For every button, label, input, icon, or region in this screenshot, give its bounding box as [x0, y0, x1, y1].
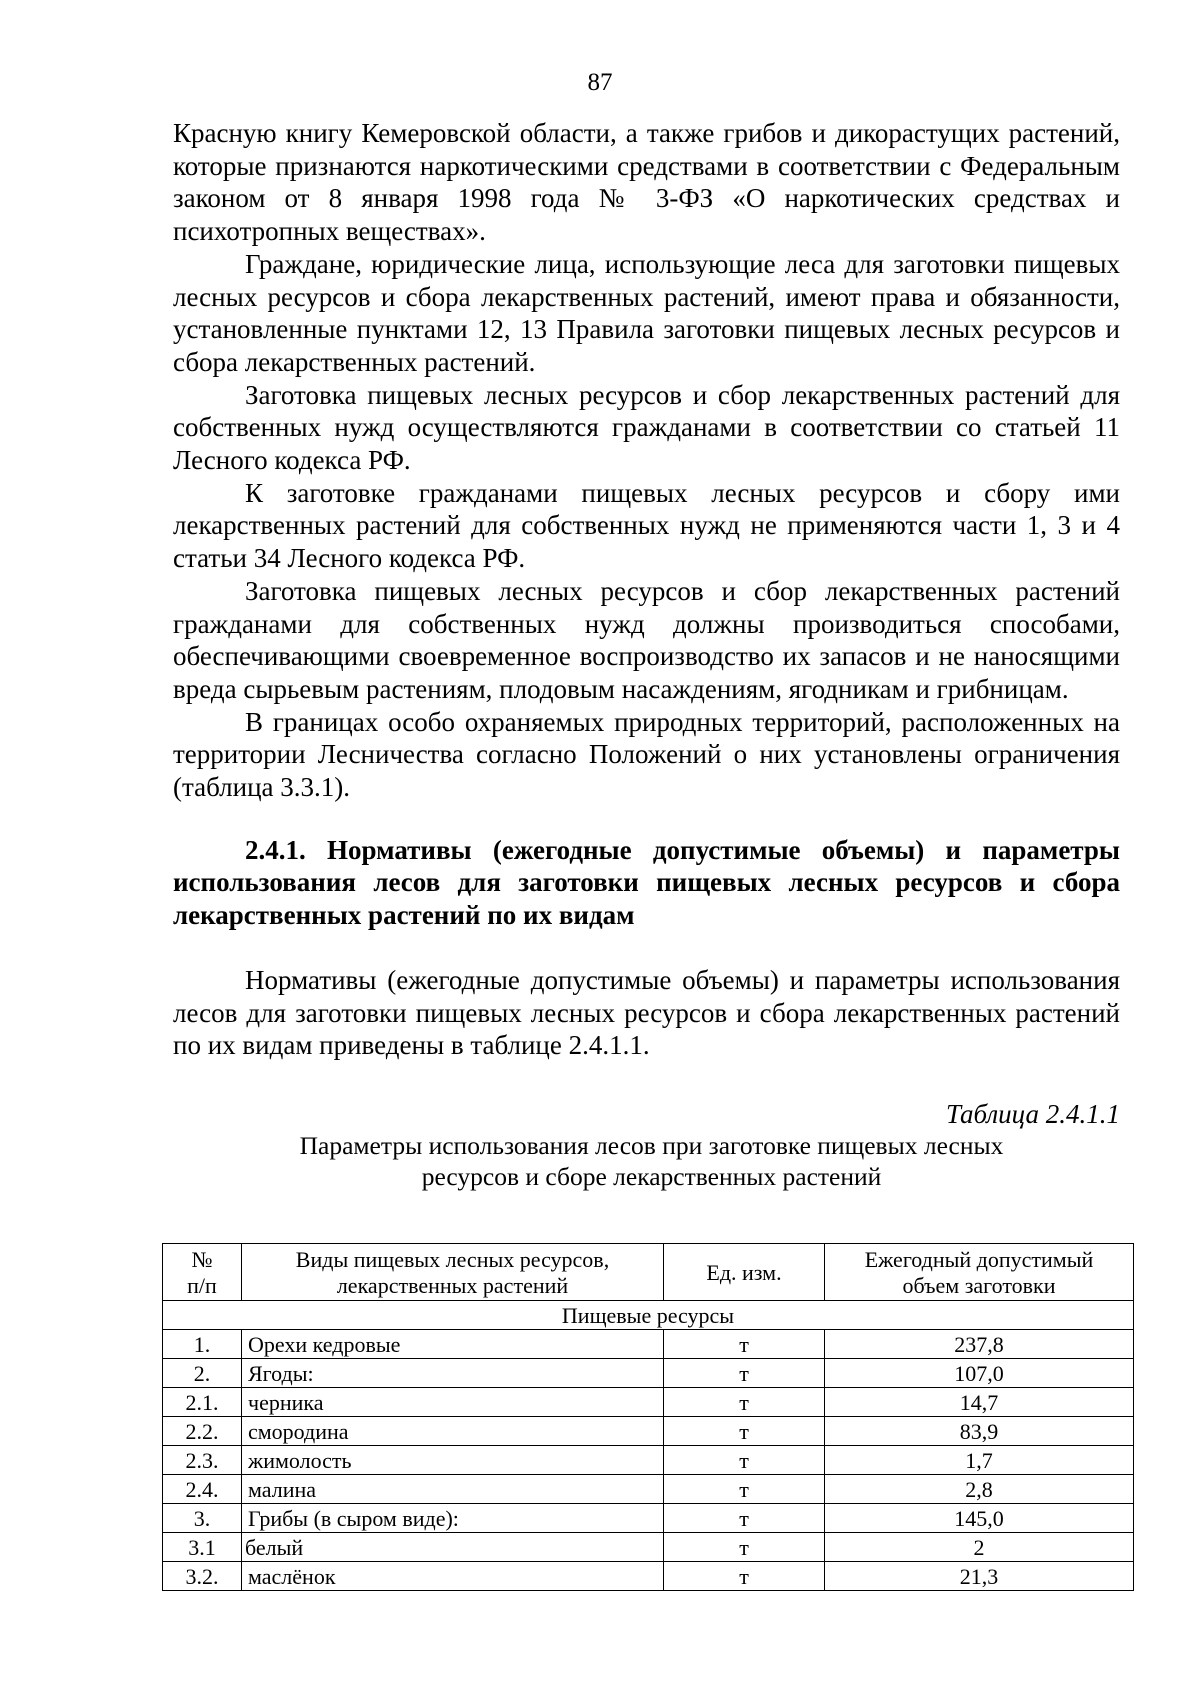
row-num: 2.4.: [163, 1475, 242, 1504]
row-value: 83,9: [825, 1417, 1134, 1446]
row-unit: т: [664, 1562, 825, 1591]
row-num: 2.: [163, 1359, 242, 1388]
row-value: 14,7: [825, 1388, 1134, 1417]
row-name: жимолость: [242, 1446, 664, 1475]
row-value: 237,8: [825, 1330, 1134, 1359]
group-label: Пищевые ресурсы: [163, 1301, 1134, 1330]
header-name-line-1: Виды пищевых лесных ресурсов,: [295, 1247, 610, 1272]
row-num: 2.3.: [163, 1446, 242, 1475]
row-name: белый: [242, 1533, 664, 1562]
paragraph-5: Заготовка пищевых лесных ресурсов и сбор лекарственных растений гражданами для собственных нужд должны производиться способами, обеспечивающими своевременное воспроизводство их запасов и не наносящими вреда сырьевым растениям, плодовым насаждениям, ягодникам и грибницам.: [173, 575, 1120, 704]
row-num: 3.1: [163, 1533, 242, 1562]
table-row: [163, 1417, 1134, 1446]
table-title-line-2: ресурсов и сборе лекарственных растений: [421, 1161, 882, 1191]
page-number: 87: [587, 69, 613, 96]
row-value: 2: [825, 1533, 1134, 1562]
row-unit: т: [664, 1359, 825, 1388]
row-num: 1.: [163, 1330, 242, 1359]
header-unit: Ед. изм.: [664, 1244, 825, 1301]
row-value: 1,7: [825, 1446, 1134, 1475]
header-value-line-2: объем заготовки: [902, 1273, 1056, 1298]
row-value: 107,0: [825, 1359, 1134, 1388]
table-row: [163, 1359, 1134, 1388]
row-value: 145,0: [825, 1504, 1134, 1533]
table-header-row: [163, 1244, 1134, 1301]
row-value: 2,8: [825, 1475, 1134, 1504]
paragraph-6: В границах особо охраняемых природных территорий, расположенных на территории Лесничества согласно Положений о них установлены ограничения (таблица 3.3.1).: [173, 706, 1120, 803]
row-unit: т: [664, 1446, 825, 1475]
table-caption: Таблица 2.4.1.1: [945, 1098, 1120, 1129]
row-name: черника: [242, 1388, 664, 1417]
table-title: [173, 1130, 1120, 1192]
row-name: Грибы (в сыром виде):: [242, 1504, 664, 1533]
row-unit: т: [664, 1388, 825, 1417]
paragraph-3: Заготовка пищевых лесных ресурсов и сбор лекарственных растений для собственных нужд осуществляются гражданами в соответствии со статьей 11 Лесного кодекса РФ.: [173, 379, 1120, 476]
row-num: 3.2.: [163, 1562, 242, 1591]
row-name: маслёнок: [242, 1562, 664, 1591]
row-unit: т: [664, 1330, 825, 1359]
row-value: 21,3: [825, 1562, 1134, 1591]
table-group-row: [163, 1301, 1134, 1330]
row-num: 3.: [163, 1504, 242, 1533]
header-num: [163, 1244, 242, 1301]
parameters-table: [162, 1243, 1134, 1591]
header-name: [242, 1244, 664, 1301]
table-row: [163, 1388, 1134, 1417]
row-unit: т: [664, 1475, 825, 1504]
table-row: [163, 1475, 1134, 1504]
row-num: 2.2.: [163, 1417, 242, 1446]
header-name-line-2: лекарственных растений: [336, 1273, 569, 1298]
row-name: Ягоды:: [242, 1359, 664, 1388]
header-num-line-1: №: [191, 1247, 213, 1272]
row-name: Орехи кедровые: [242, 1330, 664, 1359]
header-value-line-1: Ежегодный допустимый: [864, 1247, 1094, 1272]
paragraph-1: Красную книгу Кемеровской области, а также грибов и дикорастущих растений, которые признаются наркотическими средствами в соответствии с Федеральным законом от 8 января 1998 года № 3-ФЗ «О наркотических средствах и психотропных веществах».: [173, 118, 1120, 247]
row-unit: т: [664, 1533, 825, 1562]
document-body: [173, 117, 1120, 1192]
header-num-line-2: п/п: [187, 1273, 217, 1298]
row-unit: т: [664, 1504, 825, 1533]
table-row: [163, 1562, 1134, 1591]
table-row: [163, 1533, 1134, 1562]
table-row: [163, 1446, 1134, 1475]
row-name: малина: [242, 1475, 664, 1504]
row-unit: т: [664, 1417, 825, 1446]
table-title-line-1: Параметры использования лесов при заготовке пищевых лесных: [299, 1130, 1004, 1160]
paragraph-2: Граждане, юридические лица, использующие леса для заготовки пищевых лесных ресурсов и сбора лекарственных растений, имеют права и обязанности, установленные пунктами 12, 13 Правила заготовки пищевых лесных ресурсов и сбора лекарственных растений.: [173, 248, 1120, 377]
row-name: смородина: [242, 1417, 664, 1446]
header-value: [825, 1244, 1134, 1301]
section-heading: 2.4.1. Нормативы (ежегодные допустимые объемы) и параметры использования лесов для заготовки пищевых лесных ресурсов и сбора лекарственных растений по их видам: [173, 834, 1120, 931]
row-num: 2.1.: [163, 1388, 242, 1417]
paragraph-4: К заготовке гражданами пищевых лесных ресурсов и сбору ими лекарственных растений для собственных нужд не применяются части 1, 3 и 4 статьи 34 Лесного кодекса РФ.: [173, 477, 1120, 574]
table-row: [163, 1504, 1134, 1533]
table-row: [163, 1330, 1134, 1359]
section-paragraph: Нормативы (ежегодные допустимые объемы) и параметры использования лесов для заготовки пищевых лесных ресурсов и сбора лекарственных растений по их видам приведены в таблице 2.4.1.1.: [173, 964, 1120, 1061]
